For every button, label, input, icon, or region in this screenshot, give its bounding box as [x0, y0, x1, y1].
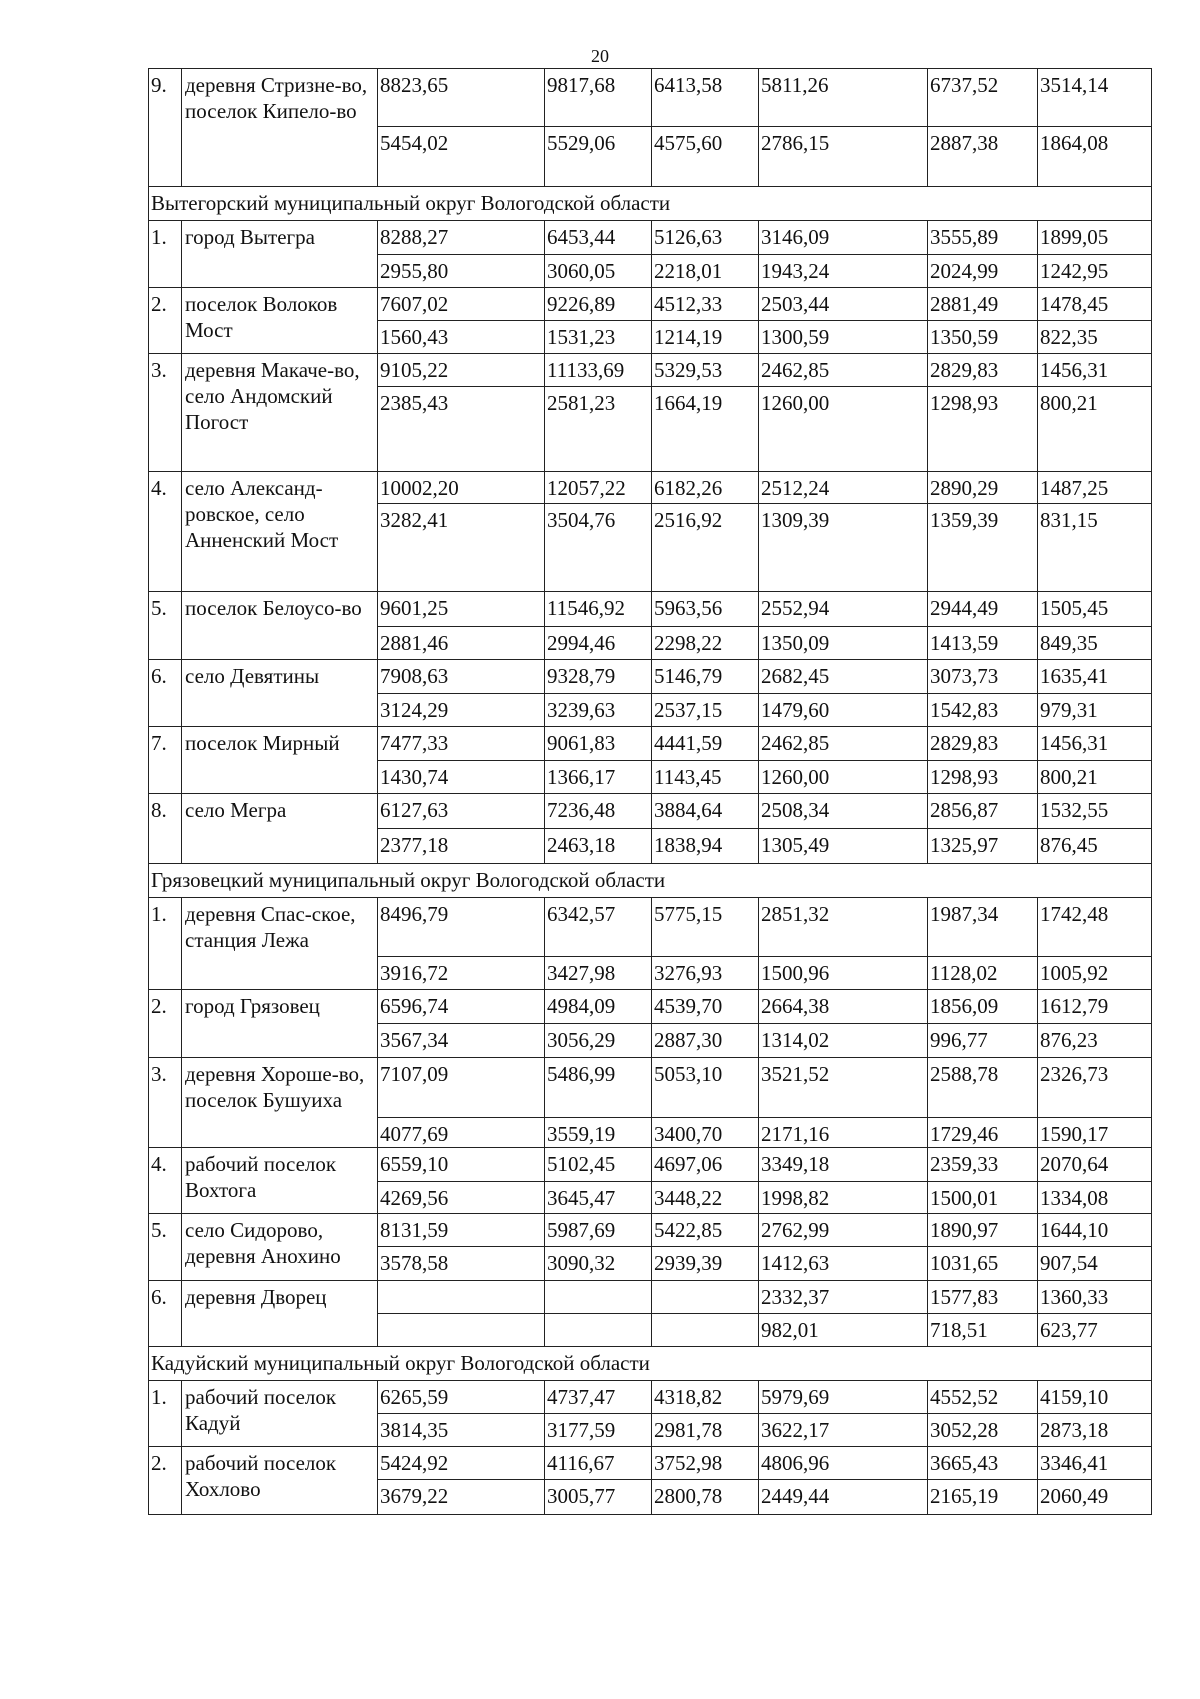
- value-cell: [545, 1314, 652, 1347]
- value-cell: 2552,94: [759, 592, 928, 627]
- tariff-table: [148, 68, 1152, 1515]
- value-cell: 2385,43: [378, 387, 545, 472]
- value-cell: 1987,34: [928, 898, 1038, 957]
- row-number: 7.: [149, 727, 182, 794]
- value-cell: 4269,56: [378, 1182, 545, 1214]
- value-cell: 9105,22: [378, 354, 545, 387]
- value-cell: [378, 1314, 545, 1347]
- value-cell: 6453,44: [545, 221, 652, 255]
- value-cell: 800,21: [1038, 761, 1152, 794]
- value-cell: 1505,45: [1038, 592, 1152, 627]
- table-row: [149, 354, 1152, 387]
- value-cell: 1314,02: [759, 1024, 928, 1058]
- value-cell: [652, 1281, 759, 1314]
- value-cell: [378, 1281, 545, 1314]
- value-cell: 9601,25: [378, 592, 545, 627]
- value-cell: 5424,92: [378, 1447, 545, 1480]
- value-cell: 1856,09: [928, 990, 1038, 1024]
- settlement-name: город Грязовец: [182, 990, 378, 1058]
- row-number: 2.: [149, 288, 182, 354]
- value-cell: 5987,69: [545, 1214, 652, 1247]
- value-cell: 3349,18: [759, 1148, 928, 1182]
- value-cell: 3005,77: [545, 1480, 652, 1515]
- value-cell: 2165,19: [928, 1480, 1038, 1515]
- value-cell: 2682,45: [759, 660, 928, 694]
- value-cell: 2887,38: [928, 127, 1038, 187]
- value-cell: 3622,17: [759, 1414, 928, 1447]
- value-cell: 2462,85: [759, 727, 928, 761]
- value-cell: 2332,37: [759, 1281, 928, 1314]
- value-cell: 6737,52: [928, 69, 1038, 127]
- value-cell: 1300,59: [759, 321, 928, 354]
- value-cell: 1143,45: [652, 761, 759, 794]
- value-cell: 5126,63: [652, 221, 759, 255]
- value-cell: 1413,59: [928, 627, 1038, 660]
- value-cell: 4697,06: [652, 1148, 759, 1182]
- value-cell: 3177,59: [545, 1414, 652, 1447]
- value-cell: 12057,22: [545, 472, 652, 504]
- value-cell: 1456,31: [1038, 354, 1152, 387]
- value-cell: 1998,82: [759, 1182, 928, 1214]
- value-cell: 907,54: [1038, 1247, 1152, 1281]
- value-cell: 1305,49: [759, 829, 928, 864]
- table-row: [149, 898, 1152, 957]
- value-cell: 3276,93: [652, 957, 759, 990]
- value-cell: 1366,17: [545, 761, 652, 794]
- value-cell: 1298,93: [928, 387, 1038, 472]
- value-cell: 5963,56: [652, 592, 759, 627]
- value-cell: 2171,16: [759, 1118, 928, 1148]
- value-cell: 7908,63: [378, 660, 545, 694]
- value-cell: 2887,30: [652, 1024, 759, 1058]
- value-cell: 1644,10: [1038, 1214, 1152, 1247]
- settlement-name: село Александ-ровское, село Анненский Мост: [182, 472, 378, 592]
- row-number: 9.: [149, 69, 182, 187]
- value-cell: 3504,76: [545, 504, 652, 592]
- value-cell: 5053,10: [652, 1058, 759, 1118]
- row-number: 6.: [149, 1281, 182, 1347]
- value-cell: 2829,83: [928, 354, 1038, 387]
- value-cell: 3752,98: [652, 1447, 759, 1480]
- value-cell: 2890,29: [928, 472, 1038, 504]
- value-cell: 1664,19: [652, 387, 759, 472]
- value-cell: 1560,43: [378, 321, 545, 354]
- settlement-name: деревня Спас-ское, станция Лежа: [182, 898, 378, 990]
- value-cell: 7236,48: [545, 794, 652, 829]
- value-cell: 3521,52: [759, 1058, 928, 1118]
- value-cell: 1309,39: [759, 504, 928, 592]
- value-cell: 1350,59: [928, 321, 1038, 354]
- value-cell: 1487,25: [1038, 472, 1152, 504]
- value-cell: 2377,18: [378, 829, 545, 864]
- value-cell: 1635,41: [1038, 660, 1152, 694]
- value-cell: 4441,59: [652, 727, 759, 761]
- table-row: [149, 69, 1152, 127]
- value-cell: 822,35: [1038, 321, 1152, 354]
- value-cell: 1260,00: [759, 387, 928, 472]
- value-cell: 7477,33: [378, 727, 545, 761]
- value-cell: 2060,49: [1038, 1480, 1152, 1515]
- value-cell: 2588,78: [928, 1058, 1038, 1118]
- settlement-name: деревня Дворец: [182, 1281, 378, 1347]
- value-cell: 982,01: [759, 1314, 928, 1347]
- value-cell: 2537,15: [652, 694, 759, 727]
- value-cell: 2024,99: [928, 255, 1038, 288]
- row-number: 1.: [149, 1381, 182, 1447]
- value-cell: 9328,79: [545, 660, 652, 694]
- value-cell: 5102,45: [545, 1148, 652, 1182]
- value-cell: 5146,79: [652, 660, 759, 694]
- value-cell: 3282,41: [378, 504, 545, 592]
- section-row: [149, 187, 1152, 221]
- value-cell: 849,35: [1038, 627, 1152, 660]
- value-cell: 3559,19: [545, 1118, 652, 1148]
- value-cell: 9061,83: [545, 727, 652, 761]
- row-number: 4.: [149, 472, 182, 592]
- value-cell: 2070,64: [1038, 1148, 1152, 1182]
- value-cell: 718,51: [928, 1314, 1038, 1347]
- value-cell: 5775,15: [652, 898, 759, 957]
- value-cell: 6596,74: [378, 990, 545, 1024]
- row-number: 2.: [149, 1447, 182, 1515]
- value-cell: 2463,18: [545, 829, 652, 864]
- value-cell: 1500,96: [759, 957, 928, 990]
- settlement-name: поселок Волоков Мост: [182, 288, 378, 354]
- settlement-name: деревня Стризне-во, поселок Кипело-во: [182, 69, 378, 187]
- value-cell: 3567,34: [378, 1024, 545, 1058]
- value-cell: 1943,24: [759, 255, 928, 288]
- value-cell: 5422,85: [652, 1214, 759, 1247]
- value-cell: 2955,80: [378, 255, 545, 288]
- value-cell: 876,45: [1038, 829, 1152, 864]
- value-cell: 2326,73: [1038, 1058, 1152, 1118]
- value-cell: 3514,14: [1038, 69, 1152, 127]
- value-cell: 2939,39: [652, 1247, 759, 1281]
- table-row: [149, 1381, 1152, 1414]
- value-cell: 5486,99: [545, 1058, 652, 1118]
- value-cell: [652, 1314, 759, 1347]
- value-cell: 10002,20: [378, 472, 545, 504]
- value-cell: 8131,59: [378, 1214, 545, 1247]
- value-cell: 4737,47: [545, 1381, 652, 1414]
- value-cell: 4512,33: [652, 288, 759, 321]
- value-cell: 11546,92: [545, 592, 652, 627]
- row-number: 3.: [149, 1058, 182, 1148]
- value-cell: 1325,97: [928, 829, 1038, 864]
- table-row: [149, 1058, 1152, 1118]
- table-row: [149, 990, 1152, 1024]
- value-cell: 6559,10: [378, 1148, 545, 1182]
- value-cell: 5529,06: [545, 127, 652, 187]
- settlement-name: поселок Мирный: [182, 727, 378, 794]
- value-cell: 3916,72: [378, 957, 545, 990]
- row-number: 5.: [149, 1214, 182, 1281]
- table-row: [149, 288, 1152, 321]
- value-cell: 9226,89: [545, 288, 652, 321]
- value-cell: 3146,09: [759, 221, 928, 255]
- value-cell: 5329,53: [652, 354, 759, 387]
- row-number: 6.: [149, 660, 182, 727]
- value-cell: 2786,15: [759, 127, 928, 187]
- table-row: [149, 1148, 1152, 1182]
- value-cell: 6413,58: [652, 69, 759, 127]
- value-cell: 4575,60: [652, 127, 759, 187]
- value-cell: 3679,22: [378, 1480, 545, 1515]
- value-cell: 1838,94: [652, 829, 759, 864]
- value-cell: 1360,33: [1038, 1281, 1152, 1314]
- settlement-name: рабочий поселок Вохтога: [182, 1148, 378, 1214]
- value-cell: 623,77: [1038, 1314, 1152, 1347]
- value-cell: 4159,10: [1038, 1381, 1152, 1414]
- value-cell: 1590,17: [1038, 1118, 1152, 1148]
- section-row: [149, 864, 1152, 898]
- value-cell: 6182,26: [652, 472, 759, 504]
- value-cell: 876,23: [1038, 1024, 1152, 1058]
- settlement-name: поселок Белоусо-во: [182, 592, 378, 660]
- table-row: [149, 592, 1152, 627]
- value-cell: 1612,79: [1038, 990, 1152, 1024]
- value-cell: 1031,65: [928, 1247, 1038, 1281]
- value-cell: 2449,44: [759, 1480, 928, 1515]
- value-cell: 2503,44: [759, 288, 928, 321]
- value-cell: 4984,09: [545, 990, 652, 1024]
- value-cell: 2856,87: [928, 794, 1038, 829]
- value-cell: 3884,64: [652, 794, 759, 829]
- value-cell: 6342,57: [545, 898, 652, 957]
- value-cell: 1350,09: [759, 627, 928, 660]
- row-number: 8.: [149, 794, 182, 864]
- value-cell: 1214,19: [652, 321, 759, 354]
- value-cell: 1729,46: [928, 1118, 1038, 1148]
- value-cell: 2581,23: [545, 387, 652, 472]
- table-row: [149, 221, 1152, 255]
- value-cell: 5979,69: [759, 1381, 928, 1414]
- settlement-name: село Сидорово, деревня Анохино: [182, 1214, 378, 1281]
- value-cell: 4806,96: [759, 1447, 928, 1480]
- row-number: 2.: [149, 990, 182, 1058]
- value-cell: 3665,43: [928, 1447, 1038, 1480]
- value-cell: 2881,46: [378, 627, 545, 660]
- value-cell: 7607,02: [378, 288, 545, 321]
- value-cell: 2829,83: [928, 727, 1038, 761]
- row-number: 1.: [149, 898, 182, 990]
- value-cell: 3056,29: [545, 1024, 652, 1058]
- settlement-name: деревня Хороше-во, поселок Бушуиха: [182, 1058, 378, 1148]
- value-cell: 800,21: [1038, 387, 1152, 472]
- value-cell: 1430,74: [378, 761, 545, 794]
- value-cell: 9817,68: [545, 69, 652, 127]
- value-cell: 5454,02: [378, 127, 545, 187]
- value-cell: 1479,60: [759, 694, 928, 727]
- value-cell: 1899,05: [1038, 221, 1152, 255]
- value-cell: [545, 1281, 652, 1314]
- value-cell: 3124,29: [378, 694, 545, 727]
- value-cell: 11133,69: [545, 354, 652, 387]
- value-cell: 2359,33: [928, 1148, 1038, 1182]
- value-cell: 8288,27: [378, 221, 545, 255]
- table-row: [149, 727, 1152, 761]
- table-row: [149, 794, 1152, 829]
- value-cell: 3239,63: [545, 694, 652, 727]
- section-title: Кадуйский муниципальный округ Вологодской области: [149, 1347, 1152, 1381]
- value-cell: 3645,47: [545, 1182, 652, 1214]
- value-cell: 4318,82: [652, 1381, 759, 1414]
- table-row: [149, 472, 1152, 504]
- value-cell: 2981,78: [652, 1414, 759, 1447]
- page-number: 20: [591, 46, 609, 66]
- value-cell: 3555,89: [928, 221, 1038, 255]
- section-row: [149, 1347, 1152, 1381]
- settlement-name: рабочий поселок Кадуй: [182, 1381, 378, 1447]
- value-cell: 7107,09: [378, 1058, 545, 1118]
- settlement-name: город Вытегра: [182, 221, 378, 288]
- row-number: 3.: [149, 354, 182, 472]
- value-cell: 2218,01: [652, 255, 759, 288]
- settlement-name: село Девятины: [182, 660, 378, 727]
- value-cell: 3052,28: [928, 1414, 1038, 1447]
- value-cell: 1412,63: [759, 1247, 928, 1281]
- value-cell: 1532,55: [1038, 794, 1152, 829]
- row-number: 5.: [149, 592, 182, 660]
- value-cell: 979,31: [1038, 694, 1152, 727]
- settlement-name: рабочий поселок Хохлово: [182, 1447, 378, 1515]
- value-cell: 1864,08: [1038, 127, 1152, 187]
- value-cell: 1577,83: [928, 1281, 1038, 1314]
- value-cell: 1456,31: [1038, 727, 1152, 761]
- value-cell: 1890,97: [928, 1214, 1038, 1247]
- value-cell: 2873,18: [1038, 1414, 1152, 1447]
- value-cell: 1260,00: [759, 761, 928, 794]
- value-cell: 831,15: [1038, 504, 1152, 592]
- value-cell: 3400,70: [652, 1118, 759, 1148]
- section-title: Грязовецкий муниципальный округ Вологодской области: [149, 864, 1152, 898]
- value-cell: 1531,23: [545, 321, 652, 354]
- value-cell: 2994,46: [545, 627, 652, 660]
- value-cell: 1298,93: [928, 761, 1038, 794]
- value-cell: 4116,67: [545, 1447, 652, 1480]
- value-cell: 1334,08: [1038, 1182, 1152, 1214]
- value-cell: 3427,98: [545, 957, 652, 990]
- row-number: 4.: [149, 1148, 182, 1214]
- table-row: [149, 1214, 1152, 1247]
- value-cell: 2298,22: [652, 627, 759, 660]
- value-cell: 5811,26: [759, 69, 928, 127]
- value-cell: 1500,01: [928, 1182, 1038, 1214]
- row-number: 1.: [149, 221, 182, 288]
- table-row: [149, 1447, 1152, 1480]
- value-cell: 2664,38: [759, 990, 928, 1024]
- table-row: [149, 1281, 1152, 1314]
- value-cell: 6265,59: [378, 1381, 545, 1414]
- table-row: [149, 660, 1152, 694]
- value-cell: 2851,32: [759, 898, 928, 957]
- value-cell: 1742,48: [1038, 898, 1152, 957]
- value-cell: 1242,95: [1038, 255, 1152, 288]
- value-cell: 3073,73: [928, 660, 1038, 694]
- value-cell: 2508,34: [759, 794, 928, 829]
- value-cell: 3346,41: [1038, 1447, 1152, 1480]
- value-cell: 8496,79: [378, 898, 545, 957]
- value-cell: 2944,49: [928, 592, 1038, 627]
- value-cell: 2881,49: [928, 288, 1038, 321]
- value-cell: 2800,78: [652, 1480, 759, 1515]
- value-cell: 2462,85: [759, 354, 928, 387]
- value-cell: 996,77: [928, 1024, 1038, 1058]
- settlement-name: село Мегра: [182, 794, 378, 864]
- value-cell: 3060,05: [545, 255, 652, 288]
- settlement-name: деревня Макаче-во, село Андомский Погост: [182, 354, 378, 472]
- value-cell: 3448,22: [652, 1182, 759, 1214]
- value-cell: 1005,92: [1038, 957, 1152, 990]
- value-cell: 3578,58: [378, 1247, 545, 1281]
- value-cell: 1478,45: [1038, 288, 1152, 321]
- value-cell: 3814,35: [378, 1414, 545, 1447]
- value-cell: 4077,69: [378, 1118, 545, 1148]
- value-cell: 1542,83: [928, 694, 1038, 727]
- value-cell: 4539,70: [652, 990, 759, 1024]
- value-cell: 2762,99: [759, 1214, 928, 1247]
- value-cell: 4552,52: [928, 1381, 1038, 1414]
- value-cell: 8823,65: [378, 69, 545, 127]
- value-cell: 6127,63: [378, 794, 545, 829]
- value-cell: 3090,32: [545, 1247, 652, 1281]
- value-cell: 2512,24: [759, 472, 928, 504]
- value-cell: 2516,92: [652, 504, 759, 592]
- value-cell: 1128,02: [928, 957, 1038, 990]
- value-cell: 1359,39: [928, 504, 1038, 592]
- section-title: Вытегорский муниципальный округ Вологодской области: [149, 187, 1152, 221]
